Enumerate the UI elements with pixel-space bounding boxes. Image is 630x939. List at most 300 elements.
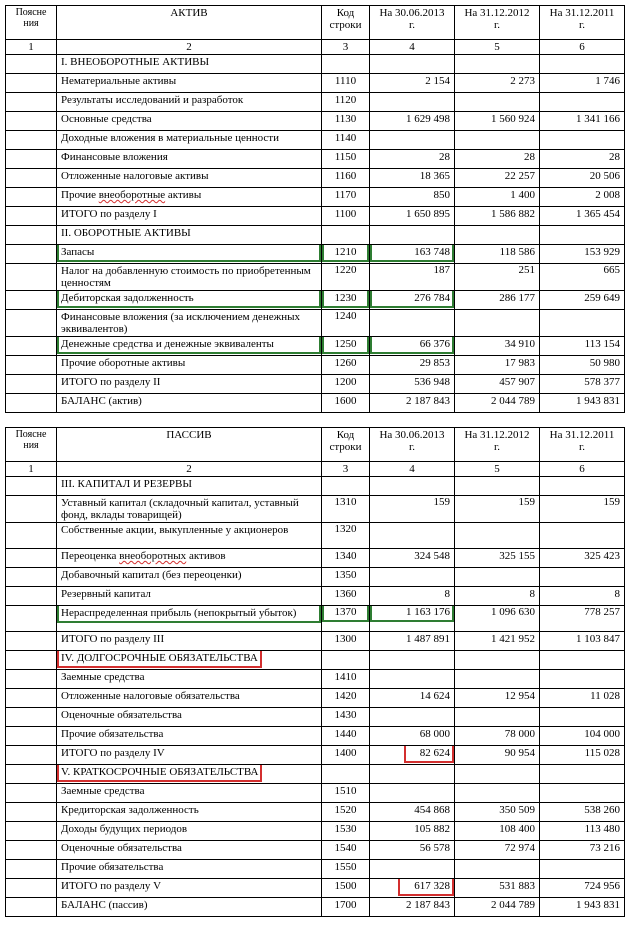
row-value-period-1 bbox=[370, 207, 455, 226]
row-value-period-1 bbox=[370, 587, 455, 606]
row-label bbox=[57, 496, 322, 523]
row-value-period-3 bbox=[540, 93, 625, 112]
table-row bbox=[6, 245, 625, 264]
row-value-text: 105 882 bbox=[414, 823, 450, 835]
row-value-period-3 bbox=[540, 727, 625, 746]
row-code-text: 1310 bbox=[334, 496, 357, 508]
header-code: Код строки bbox=[322, 428, 370, 462]
row-expl bbox=[6, 746, 57, 765]
row-value-period-2 bbox=[455, 879, 540, 898]
row-value-text: 2 273 bbox=[510, 75, 535, 87]
row-value-text: 2 044 789 bbox=[491, 395, 535, 407]
row-code bbox=[322, 93, 370, 112]
row-value-text: 1 943 831 bbox=[576, 899, 620, 911]
row-value-text: 2 187 843 bbox=[406, 395, 450, 407]
row-value-period-3 bbox=[540, 207, 625, 226]
row-label-text: БАЛАНС (актив) bbox=[61, 395, 142, 407]
row-label-text: Запасы bbox=[61, 246, 317, 258]
row-value-text: 665 bbox=[603, 264, 620, 276]
row-code-text: 1100 bbox=[334, 208, 357, 220]
row-value-period-1 bbox=[370, 568, 455, 587]
header-period-2: На 31.12.2012 г. bbox=[455, 428, 540, 462]
row-value-period-2 bbox=[455, 727, 540, 746]
header-code: Код строки bbox=[322, 6, 370, 40]
row-value-period-1 bbox=[370, 55, 455, 74]
row-expl bbox=[6, 496, 57, 523]
row-expl bbox=[6, 727, 57, 746]
row-code bbox=[322, 477, 370, 496]
row-code-text: 1430 bbox=[334, 709, 357, 721]
row-code-text: 1350 bbox=[334, 569, 357, 581]
row-value-text: 1 103 847 bbox=[576, 633, 620, 645]
row-value-period-3 bbox=[540, 549, 625, 568]
row-label bbox=[57, 245, 322, 264]
row-value-text: 1 560 924 bbox=[491, 113, 535, 125]
row-label bbox=[57, 188, 322, 207]
asset-table bbox=[5, 5, 625, 413]
row-value-period-3 bbox=[540, 879, 625, 898]
row-value-period-2 bbox=[455, 784, 540, 803]
row-value-text: 73 216 bbox=[589, 842, 620, 854]
row-code-text: 1550 bbox=[334, 861, 357, 873]
row-code bbox=[322, 112, 370, 131]
table-row bbox=[6, 131, 625, 150]
table-row bbox=[6, 549, 625, 568]
row-label-text: Прочие оборотные активы bbox=[61, 357, 186, 369]
row-expl bbox=[6, 784, 57, 803]
row-value-text: 113 154 bbox=[584, 338, 620, 350]
row-expl bbox=[6, 112, 57, 131]
row-label bbox=[57, 822, 322, 841]
row-value-period-3 bbox=[540, 898, 625, 917]
table-row bbox=[6, 651, 625, 670]
row-value-text: 578 377 bbox=[584, 376, 620, 388]
row-value-period-2 bbox=[455, 112, 540, 131]
row-expl bbox=[6, 337, 57, 356]
row-value-period-2 bbox=[455, 356, 540, 375]
row-label bbox=[57, 337, 322, 356]
row-code bbox=[322, 226, 370, 245]
row-value-period-2 bbox=[455, 651, 540, 670]
row-value-period-1 bbox=[370, 841, 455, 860]
row-value-period-1 bbox=[370, 375, 455, 394]
row-value-period-2 bbox=[455, 394, 540, 413]
row-value-text: 14 624 bbox=[419, 690, 450, 702]
row-value-period-1 bbox=[370, 93, 455, 112]
row-value-text: 2 044 789 bbox=[491, 899, 535, 911]
row-expl bbox=[6, 523, 57, 549]
row-label bbox=[57, 803, 322, 822]
row-expl bbox=[6, 568, 57, 587]
row-code-text: 1220 bbox=[334, 264, 357, 276]
row-value-period-2 bbox=[455, 55, 540, 74]
table-row bbox=[6, 708, 625, 727]
row-label-text: Отложенные налоговые активы bbox=[61, 170, 209, 182]
row-label-text: ИТОГО по разделу V bbox=[61, 880, 162, 892]
row-label-part: активов bbox=[186, 550, 226, 562]
row-code-text: 1150 bbox=[334, 151, 357, 163]
row-value-period-1 bbox=[370, 689, 455, 708]
column-number-row bbox=[6, 462, 625, 477]
row-code bbox=[322, 803, 370, 822]
row-expl bbox=[6, 549, 57, 568]
row-code-text: 1540 bbox=[334, 842, 357, 854]
header-name: ПАССИВ bbox=[57, 428, 322, 462]
row-value-text: 28 bbox=[524, 151, 535, 163]
row-value-period-1 bbox=[370, 496, 455, 523]
row-code bbox=[322, 822, 370, 841]
row-value-period-3 bbox=[540, 477, 625, 496]
row-label-text: Доходные вложения в материальные ценности bbox=[61, 132, 279, 144]
row-value-text: 22 257 bbox=[504, 170, 535, 182]
row-expl bbox=[6, 898, 57, 917]
row-expl bbox=[6, 264, 57, 291]
row-label-text bbox=[61, 550, 226, 562]
row-value-period-3 bbox=[540, 188, 625, 207]
row-expl bbox=[6, 651, 57, 670]
row-value-period-1 bbox=[370, 150, 455, 169]
row-value-period-2 bbox=[455, 337, 540, 356]
row-value-period-2 bbox=[455, 150, 540, 169]
row-value-text: 187 bbox=[433, 264, 450, 276]
row-value-period-3 bbox=[540, 310, 625, 337]
row-label bbox=[57, 587, 322, 606]
row-label bbox=[57, 264, 322, 291]
header-expl: Поясне ния bbox=[6, 428, 57, 462]
header-period-2: На 31.12.2012 г. bbox=[455, 6, 540, 40]
row-value-period-1 bbox=[370, 765, 455, 784]
row-label bbox=[57, 898, 322, 917]
row-expl bbox=[6, 670, 57, 689]
row-code bbox=[322, 264, 370, 291]
row-label bbox=[57, 568, 322, 587]
row-code bbox=[322, 784, 370, 803]
row-value-text: 617 328 bbox=[402, 880, 450, 892]
table-row bbox=[6, 879, 625, 898]
row-code bbox=[322, 188, 370, 207]
table-row bbox=[6, 568, 625, 587]
row-label bbox=[57, 93, 322, 112]
colnum: 4 bbox=[370, 40, 455, 55]
row-code-text: 1140 bbox=[334, 132, 357, 144]
row-expl bbox=[6, 765, 57, 784]
row-code-text: 1700 bbox=[334, 899, 357, 911]
table-row bbox=[6, 264, 625, 291]
row-value-text: 159 bbox=[518, 496, 535, 508]
row-value-text: 276 784 bbox=[374, 292, 450, 304]
row-code bbox=[322, 245, 370, 264]
row-code bbox=[322, 375, 370, 394]
row-value-text: 82 624 bbox=[408, 747, 450, 759]
row-value-text: 66 376 bbox=[374, 338, 450, 350]
row-value-text: 1 650 895 bbox=[406, 208, 450, 220]
row-value-period-3 bbox=[540, 784, 625, 803]
row-value-text: 56 578 bbox=[419, 842, 450, 854]
row-code-text: 1420 bbox=[334, 690, 357, 702]
colnum: 3 bbox=[322, 40, 370, 55]
row-label bbox=[57, 606, 322, 632]
row-code-text: 1440 bbox=[334, 728, 357, 740]
table-row bbox=[6, 74, 625, 93]
row-label bbox=[57, 477, 322, 496]
row-expl bbox=[6, 822, 57, 841]
row-value-period-1 bbox=[370, 523, 455, 549]
row-value-period-2 bbox=[455, 207, 540, 226]
row-code bbox=[322, 727, 370, 746]
row-expl bbox=[6, 150, 57, 169]
row-value-period-3 bbox=[540, 765, 625, 784]
row-value-text: 28 bbox=[609, 151, 620, 163]
row-expl bbox=[6, 188, 57, 207]
row-value-period-2 bbox=[455, 131, 540, 150]
table-row bbox=[6, 188, 625, 207]
row-label bbox=[57, 291, 322, 310]
row-value-text: 325 423 bbox=[584, 550, 620, 562]
table-row bbox=[6, 356, 625, 375]
row-value-period-3 bbox=[540, 841, 625, 860]
row-value-text: 325 155 bbox=[499, 550, 535, 562]
row-value-period-3 bbox=[540, 74, 625, 93]
row-code-text: 1240 bbox=[334, 310, 357, 322]
column-number-row bbox=[6, 40, 625, 55]
row-code bbox=[322, 496, 370, 523]
row-value-period-2 bbox=[455, 746, 540, 765]
row-value-text: 454 868 bbox=[414, 804, 450, 816]
row-value-period-1 bbox=[370, 74, 455, 93]
colnum: 5 bbox=[455, 40, 540, 55]
header-period-1: На 30.06.2013 г. bbox=[370, 6, 455, 40]
table-row bbox=[6, 375, 625, 394]
colnum: 6 bbox=[540, 462, 625, 477]
row-expl bbox=[6, 207, 57, 226]
row-value-period-3 bbox=[540, 337, 625, 356]
row-value-period-2 bbox=[455, 477, 540, 496]
table-row bbox=[6, 727, 625, 746]
row-value-text: 2 187 843 bbox=[406, 899, 450, 911]
row-label-text: Доходы будущих периодов bbox=[61, 823, 188, 835]
row-value-text: 8 bbox=[444, 588, 450, 600]
row-value-period-1 bbox=[370, 606, 455, 632]
row-value-period-2 bbox=[455, 169, 540, 188]
row-code bbox=[322, 651, 370, 670]
row-code bbox=[322, 765, 370, 784]
row-label bbox=[57, 112, 322, 131]
row-value-text: 538 260 bbox=[584, 804, 620, 816]
row-value-text: 1 163 176 bbox=[374, 607, 450, 618]
row-expl bbox=[6, 226, 57, 245]
row-label bbox=[57, 841, 322, 860]
row-label-text: Нематериальные активы bbox=[61, 75, 177, 87]
row-value-period-2 bbox=[455, 803, 540, 822]
row-value-period-3 bbox=[540, 822, 625, 841]
row-value-text: 163 748 bbox=[374, 246, 450, 258]
row-value-text: 153 929 bbox=[584, 246, 620, 258]
row-code bbox=[322, 394, 370, 413]
row-value-text: 72 974 bbox=[504, 842, 535, 854]
row-value-text: 1 487 891 bbox=[406, 633, 450, 645]
row-label-text: Финансовые вложения (за исключением денежных эквивалентов) bbox=[61, 311, 300, 335]
row-value-text: 78 000 bbox=[504, 728, 535, 740]
row-label-text: Прочие обязательства bbox=[61, 861, 164, 873]
table-row bbox=[6, 226, 625, 245]
row-code-text: 1160 bbox=[334, 170, 357, 182]
row-code bbox=[322, 207, 370, 226]
row-label-text: Прочие обязательства bbox=[61, 728, 164, 740]
table-row bbox=[6, 523, 625, 549]
header-row bbox=[6, 428, 625, 462]
row-code bbox=[322, 150, 370, 169]
row-code bbox=[322, 131, 370, 150]
row-value-text: 1 421 952 bbox=[491, 633, 535, 645]
row-value-text: 17 983 bbox=[504, 357, 535, 369]
row-value-period-2 bbox=[455, 375, 540, 394]
table-row bbox=[6, 606, 625, 632]
row-label bbox=[57, 394, 322, 413]
row-value-period-1 bbox=[370, 549, 455, 568]
row-code-text: 1130 bbox=[334, 113, 357, 125]
row-label-text: V. КРАТКОСРОЧНЫЕ ОБЯЗАТЕЛЬСТВА bbox=[61, 766, 259, 778]
row-label bbox=[57, 226, 322, 245]
row-code-text: 1210 bbox=[326, 246, 365, 258]
row-label-text: Финансовые вложения bbox=[61, 151, 168, 163]
row-value-period-3 bbox=[540, 150, 625, 169]
row-value-period-1 bbox=[370, 169, 455, 188]
row-value-period-1 bbox=[370, 356, 455, 375]
row-expl bbox=[6, 55, 57, 74]
table-row bbox=[6, 841, 625, 860]
row-label bbox=[57, 632, 322, 651]
row-value-period-2 bbox=[455, 549, 540, 568]
row-code bbox=[322, 708, 370, 727]
row-value-text: 1 943 831 bbox=[576, 395, 620, 407]
row-code bbox=[322, 841, 370, 860]
row-value-text: 531 883 bbox=[499, 880, 535, 892]
row-value-period-1 bbox=[370, 632, 455, 651]
row-value-period-2 bbox=[455, 264, 540, 291]
row-value-period-2 bbox=[455, 898, 540, 917]
table-row bbox=[6, 55, 625, 74]
row-value-period-1 bbox=[370, 337, 455, 356]
row-value-text: 1 365 454 bbox=[576, 208, 620, 220]
row-code-text: 1500 bbox=[334, 880, 357, 892]
row-code bbox=[322, 74, 370, 93]
row-code bbox=[322, 746, 370, 765]
row-code-text: 1300 bbox=[334, 633, 357, 645]
row-value-text: 50 980 bbox=[589, 357, 620, 369]
row-value-period-1 bbox=[370, 226, 455, 245]
row-expl bbox=[6, 291, 57, 310]
row-label bbox=[57, 375, 322, 394]
row-code-text: 1510 bbox=[334, 785, 357, 797]
row-label-text: Отложенные налоговые обязательства bbox=[61, 690, 240, 702]
row-value-period-3 bbox=[540, 689, 625, 708]
row-code bbox=[322, 898, 370, 917]
row-value-period-2 bbox=[455, 822, 540, 841]
row-code-text: 1530 bbox=[334, 823, 357, 835]
colnum: 6 bbox=[540, 40, 625, 55]
table-row bbox=[6, 632, 625, 651]
row-value-period-3 bbox=[540, 587, 625, 606]
header-period-3: На 31.12.2011 г. bbox=[540, 6, 625, 40]
table-row bbox=[6, 169, 625, 188]
row-code-text: 1600 bbox=[334, 395, 357, 407]
row-value-period-3 bbox=[540, 708, 625, 727]
colnum: 4 bbox=[370, 462, 455, 477]
row-expl bbox=[6, 169, 57, 188]
row-value-period-3 bbox=[540, 632, 625, 651]
row-value-period-2 bbox=[455, 93, 540, 112]
row-value-period-2 bbox=[455, 74, 540, 93]
row-value-period-2 bbox=[455, 670, 540, 689]
row-label-text: I. ВНЕОБОРОТНЫЕ АКТИВЫ bbox=[61, 56, 210, 68]
row-label bbox=[57, 356, 322, 375]
row-value-period-1 bbox=[370, 822, 455, 841]
row-value-period-2 bbox=[455, 523, 540, 549]
row-expl bbox=[6, 587, 57, 606]
row-label-text: БАЛАНС (пассив) bbox=[61, 899, 148, 911]
row-value-period-1 bbox=[370, 112, 455, 131]
row-value-text: 108 400 bbox=[499, 823, 535, 835]
row-code bbox=[322, 169, 370, 188]
row-label bbox=[57, 765, 322, 784]
colnum: 1 bbox=[6, 40, 57, 55]
row-code bbox=[322, 310, 370, 337]
row-value-text: 12 954 bbox=[504, 690, 535, 702]
row-value-period-3 bbox=[540, 746, 625, 765]
row-value-period-3 bbox=[540, 55, 625, 74]
row-label-text: Денежные средства и денежные эквиваленты bbox=[61, 338, 317, 350]
row-value-period-1 bbox=[370, 188, 455, 207]
row-value-text: 115 028 bbox=[584, 747, 620, 759]
table-row bbox=[6, 670, 625, 689]
row-label bbox=[57, 55, 322, 74]
row-value-period-2 bbox=[455, 632, 540, 651]
row-value-period-3 bbox=[540, 803, 625, 822]
row-label bbox=[57, 670, 322, 689]
row-value-text: 34 910 bbox=[504, 338, 535, 350]
row-label bbox=[57, 523, 322, 549]
row-code bbox=[322, 356, 370, 375]
row-label-text: Основные средства bbox=[61, 113, 152, 125]
row-value-period-3 bbox=[540, 131, 625, 150]
table-row bbox=[6, 496, 625, 523]
row-label bbox=[57, 169, 322, 188]
row-code bbox=[322, 879, 370, 898]
row-label bbox=[57, 689, 322, 708]
row-code-text: 1250 bbox=[326, 338, 365, 350]
table-row bbox=[6, 93, 625, 112]
table-row bbox=[6, 803, 625, 822]
colnum: 1 bbox=[6, 462, 57, 477]
row-code bbox=[322, 632, 370, 651]
row-expl bbox=[6, 689, 57, 708]
row-value-text: 104 000 bbox=[584, 728, 620, 740]
row-value-period-3 bbox=[540, 568, 625, 587]
row-value-text: 850 bbox=[433, 189, 450, 201]
row-value-text: 11 028 bbox=[590, 690, 620, 702]
row-code-text: 1400 bbox=[334, 747, 357, 759]
row-label-text: Заемные средства bbox=[61, 785, 145, 797]
row-value-period-3 bbox=[540, 226, 625, 245]
row-value-text: 29 853 bbox=[419, 357, 450, 369]
table-row bbox=[6, 822, 625, 841]
row-value-period-1 bbox=[370, 898, 455, 917]
row-value-period-1 bbox=[370, 264, 455, 291]
table-row bbox=[6, 587, 625, 606]
row-value-period-3 bbox=[540, 169, 625, 188]
row-value-period-2 bbox=[455, 708, 540, 727]
row-value-text: 324 548 bbox=[414, 550, 450, 562]
